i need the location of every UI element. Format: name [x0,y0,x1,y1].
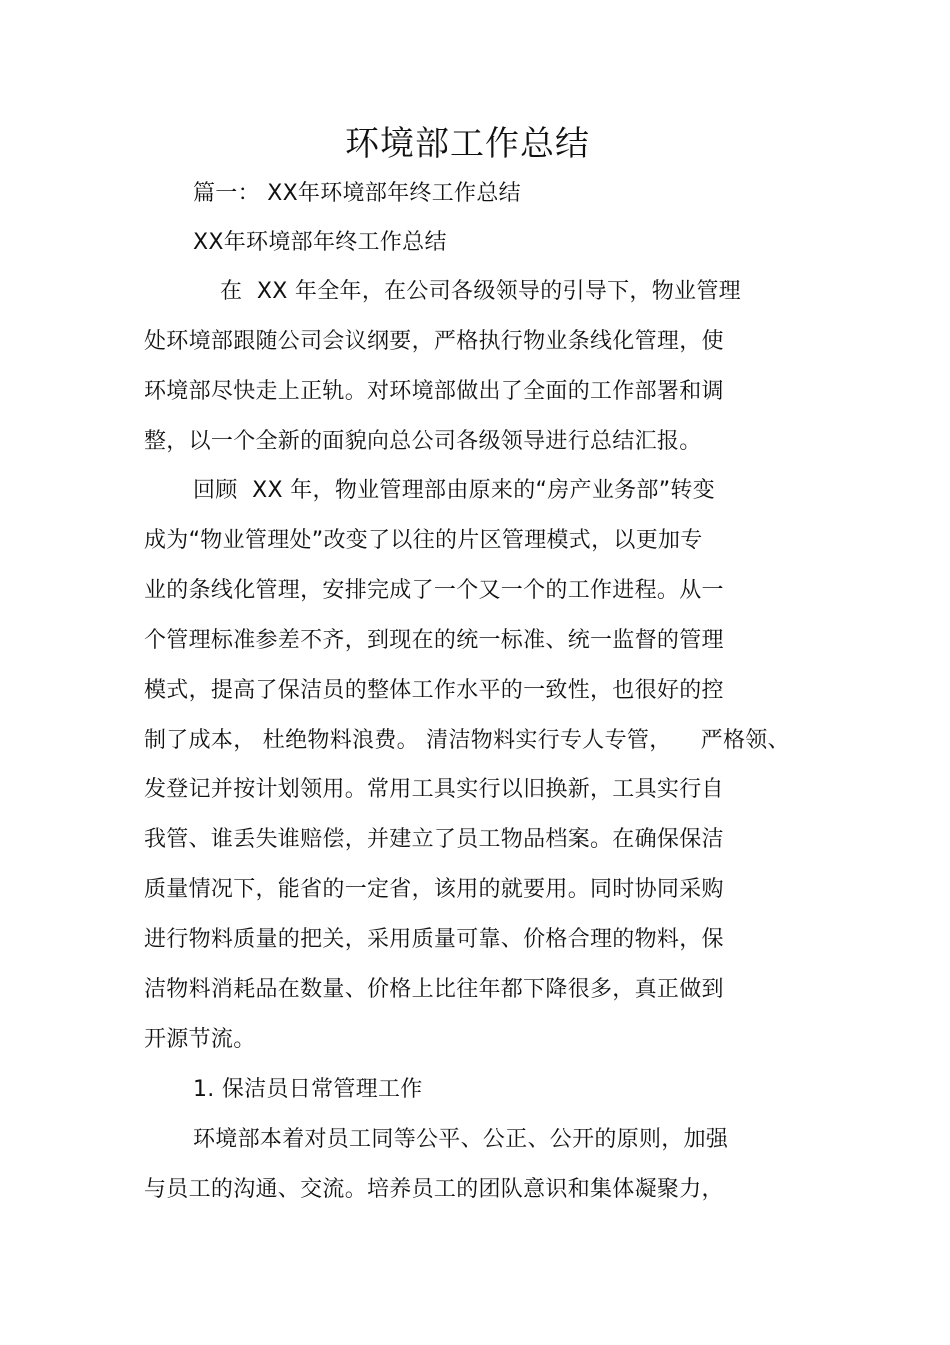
paragraph-line: 在 XX 年全年，在公司各级领导的引导下，物业管理 [220,279,741,304]
paragraph-line: 洁物料消耗品在数量、价格上比往年都下降很多，真正做到 [144,977,724,1002]
paragraph-line: 模式，提高了保洁员的整体工作水平的一致性，也很好的控 [144,678,724,703]
paragraph-line: 我管、谁丢失谁赔偿，并建立了员工物品档案。在确保保洁 [144,827,724,852]
paragraph-line: 进行物料质量的把关，采用质量可靠、价格合理的物料，保 [144,927,724,952]
paragraph-line: 处环境部跟随公司会议纲要，严格执行物业条线化管理，使 [144,329,724,354]
paragraph-line: 发登记并按计划领用。常用工具实行以旧换新，工具实行自 [144,777,724,802]
subtitle: XX年环境部年终工作总结 [193,230,447,255]
paragraph-line: 回顾 XX 年，物业管理部由原来的“房产业务部”转变 [193,478,716,503]
paragraph-line: 业的条线化管理，安排完成了一个又一个的工作进程。从一 [144,578,724,603]
paragraph-line: 整，以一个全新的面貌向总公司各级领导进行总结汇报。 [144,429,702,454]
item-heading: 1. 保洁员日常管理工作 [193,1077,423,1102]
document-title: 环境部工作总结 [345,124,590,164]
paragraph-line: 个管理标准参差不齐，到现在的统一标准、统一监督的管理 [144,628,724,653]
paragraph-line: 与员工的沟通、交流。培养员工的团队意识和集体凝聚力， [144,1177,724,1202]
paragraph-line: 制了成本， 杜绝物料浪费。 清洁物料实行专人专管， 严格领、 [144,728,790,753]
section-heading: 篇一： XX年环境部年终工作总结 [193,181,521,206]
paragraph-line: 质量情况下，能省的一定省，该用的就要用。同时协同采购 [144,877,724,902]
paragraph-line: 开源节流。 [144,1027,256,1052]
paragraph-line: 环境部本着对员工同等公平、公正、公开的原则，加强 [193,1127,729,1152]
paragraph-line: 成为“物业管理处”改变了以往的片区管理模式，以更加专 [144,528,703,553]
paragraph-line: 环境部尽快走上正轨。对环境部做出了全面的工作部署和调 [144,379,724,404]
